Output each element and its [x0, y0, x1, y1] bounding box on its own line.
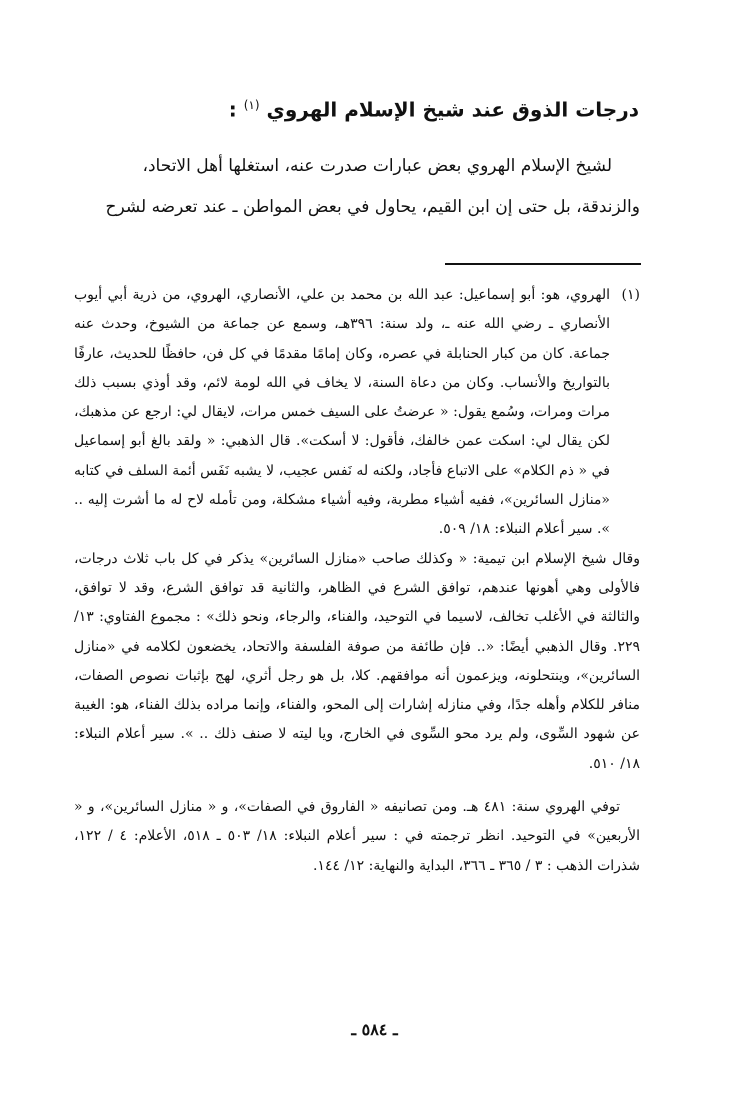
page-number: ـ ٥٨٤ ـ — [351, 1020, 398, 1039]
body-paragraph — [74, 146, 640, 228]
footnote-paragraph-3: توفي الهروي سنة: ٤٨١ هـ. ومن تصانيفه « الفاروق في الصفات»، و « منازل السائرين»، و « الأربعين» في التوحيد. انظر ترجمته في : سير أعلام النبلاء: ١٨/ ٥٠٣ ـ ٥١٨، الأعلام: ٤ / ١٢٢، شذرات الذهب : ٣ / ٣٦٥ ـ ٣٦٦، البداية والنهاية: ١٢/ ١٤٤. — [74, 799, 641, 874]
footnote-number: (١) — [621, 287, 640, 303]
footnote-text-1: الهروي، هو: أبو إسماعيل: عبد الله بن محمد بن علي، الأنصاري، الهروي، من ذرية أبي أيوب الأنصاري ـ رضي الله عنه ـ، ولد سنة: ٣٩٦هـ، وسمع عن جماعة من الشيوخ، وحدث عنه جماعة. كان من كبار الحنابلة في عصره، وكان إمامًا مقدمًا في كل فن، حافظًا للحديث، عارفًا بالتواريخ والأنساب. وكان من دعاة السنة، لا يخاف في الله لومة لائم، وقد أوذي بسبب ذلك مرات ومرات، وسُمع يقول: « عرضتُ على السيف خمس مرات، لايقال لي: ارجع عن مذهبك، لكن يقال لي: اسكت عمن خالفك، فأقول: لا أسكت». قال الذهبي: « ولقد بالغ أبو إسماعيل في « ذم الكلام» على الاتباع فأجاد، ولكنه له نَفس عجيب، لا يشبه نَفَس أئمة السلف في كتابه «منازل السائرين»، ففيه أشياء مطربة، وفيه أشياء مشكلة، ومن تأمله لاح له ما أشرت إليه .. ». سير أعلام النبلاء: ١٨/ ٥٠٩. — [74, 287, 611, 538]
footnote-paragraph-2: وقال شيخ الإسلام ابن تيمية: « وكذلك صاحب «منازل السائرين» يذكر في كل باب ثلاث درجات، فالأولى وهي أهونها عندهم، توافق الشرع في الظاهر، والثانية قد توافق الشرع، وقد لا توافق، والثالثة في الأغلب تخالف، لاسيما في التوحيد، والفناء، والرجاء، ونحو ذلك» : مجموع الفتاوي: ١٣/ ٢٢٩. وقال الذهبي أيضًا: «.. فإن طائفة من صوفة الفلسفة والاتحاد، يخضعون لكلامه في «منازل السائرين»، وينتحلونه، ويزعمون أنه موافقهم. كلا، بل هو رجل أثري، لهج بإثبات نصوص الصفات، منافر للكلام وأهله جدًا، وفي منازله إشارات إلى المحو، والفناء، وإنما مراده بذلك الفناء، هو: الغيبة عن شهود السِّوى، ولم يرد محو السِّوى في الخارج، ويا ليته لا صنف ذلك .. ». سير أعلام النبلاء: ١٨/ ٥١٠. — [74, 550, 640, 772]
footnote-separator — [445, 263, 641, 265]
body-line-2: والزندقة، بل حتى إن ابن القيم، يحاول في بعض المواطن ـ عند تعرضه لشرح — [105, 197, 640, 217]
heading-colon: : — [228, 97, 237, 122]
footnotes — [74, 281, 640, 881]
footnote-gap — [74, 779, 640, 793]
section-heading — [79, 88, 639, 127]
section-heading-title: درجات الذوق عند شيخ الإسلام الهروي — [266, 97, 639, 122]
body-line-1: لشيخ الإسلام الهروي بعض عبارات صدرت عنه، استغلها أهل الاتحاد، — [142, 156, 612, 176]
footnote-reference: (١) — [243, 98, 260, 112]
footnote-paragraph-1 — [74, 281, 640, 545]
